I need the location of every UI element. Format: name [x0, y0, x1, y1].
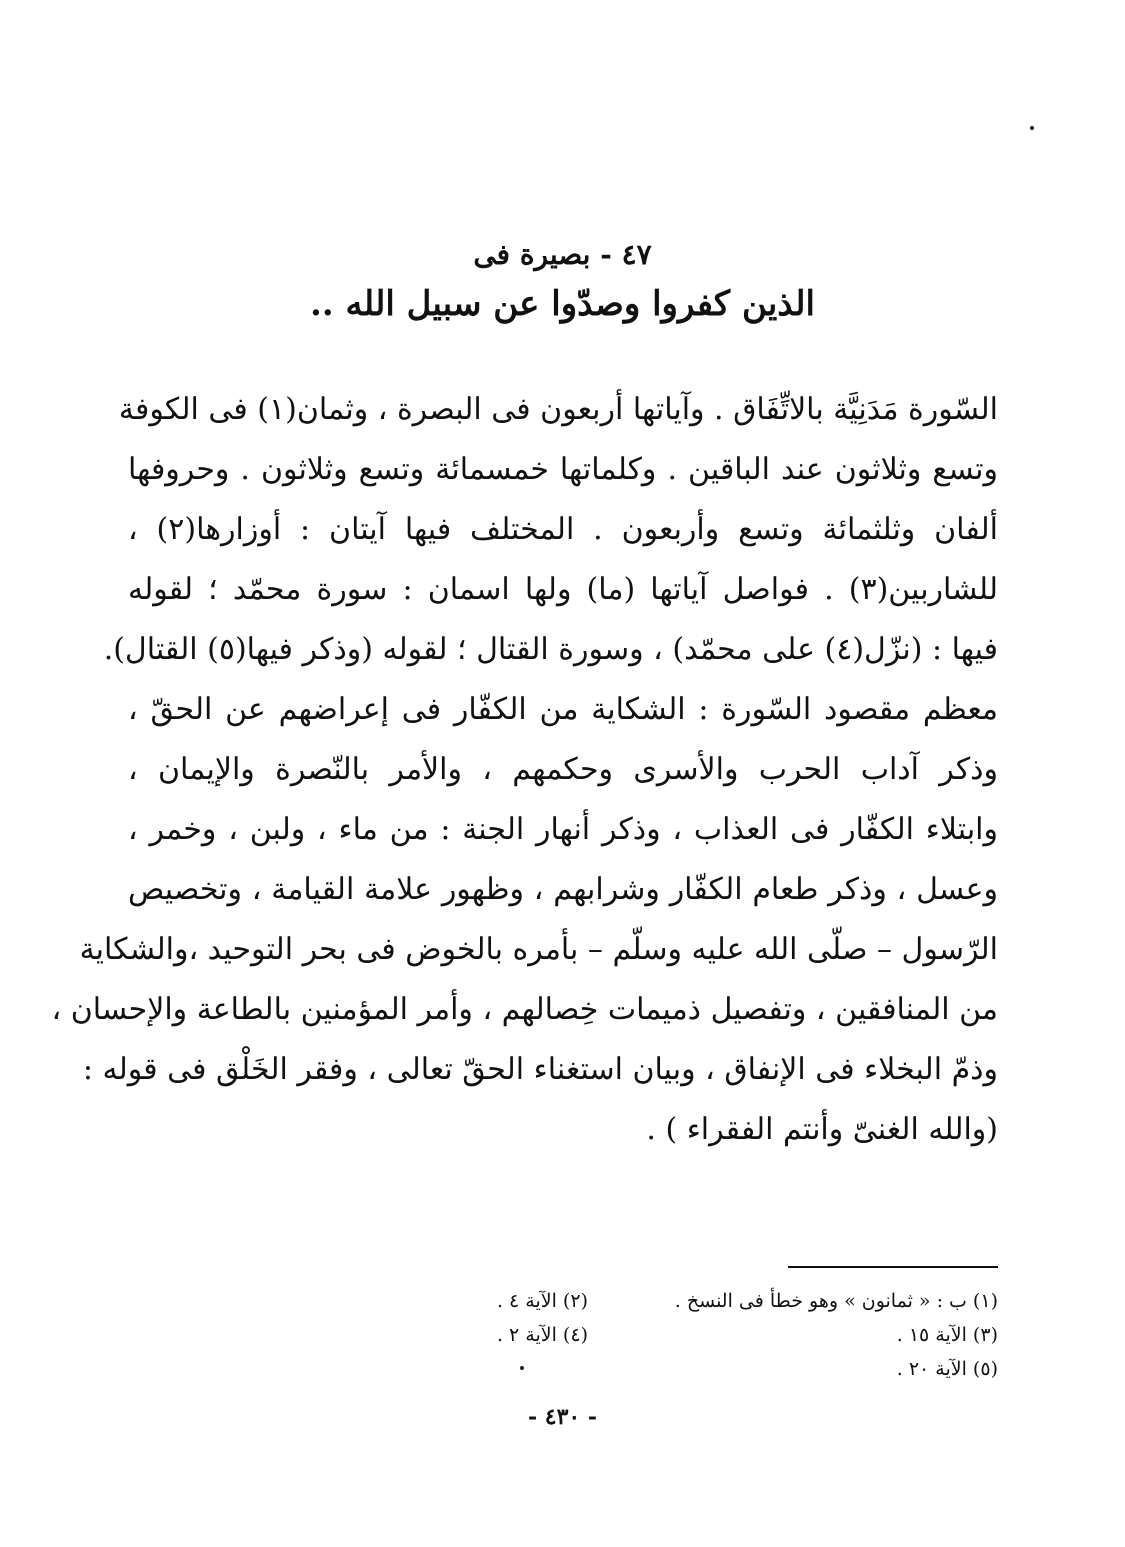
- text-line: معظم مقصود السّورة : الشكاية من الكفّار فى إعراضهم عن الحقّ ،: [128, 692, 998, 727]
- footnote-row: [398, 1318, 998, 1352]
- text-line: ألفان وثلثمائة وتسع وأربعون . المختلف فيها آيتان : أوزارها(٢) ،: [128, 512, 998, 547]
- scan-speck: [1030, 126, 1034, 130]
- footnote-row: [398, 1284, 998, 1318]
- footnote-3: (٣) الآية ١٥ .: [896, 1324, 998, 1346]
- text-line: وتسع وثلاثون عند الباقين . وكلماتها خمسمائة وتسع وثلاثون . وحروفها: [128, 452, 998, 487]
- chapter-title-heading: الذين كفروا وصدّوا عن سبيل الله ..: [310, 284, 815, 324]
- chapter-number-heading: ٤٧ - بصيرة فى: [473, 238, 652, 271]
- text-line: فيها : (نزّل(٤) على محمّد) ، وسورة القتال ؛ لقوله (وذكر فيها(٥) القتال).: [103, 632, 998, 667]
- footnote-divider: [788, 1266, 998, 1268]
- footnote-4: (٤) الآية ٢ .: [496, 1324, 588, 1346]
- text-line: من المنافقين ، وتفصيل ذميمات خِصالهم ، وأمر المؤمنين بالطاعة والإحسان ،: [51, 992, 998, 1027]
- footnotes: [398, 1284, 998, 1386]
- page-number: - ٤٣٠ -: [527, 1404, 598, 1430]
- footnote-2: (٢) الآية ٤ .: [496, 1290, 588, 1312]
- text-line: الرّسول – صلّى الله عليه وسلّم – بأمره بالخوض فى بحر التوحيد ،والشكاية: [79, 932, 998, 967]
- text-line: وذمّ البخلاء فى الإنفاق ، وبيان استغناء الحقّ تعالى ، وفقر الخَلْق فى قوله :: [82, 1052, 998, 1087]
- footnote-5: (٥) الآية ٢٠ .: [896, 1358, 998, 1380]
- text-line: وعسل ، وذكر طعام الكفّار وشرابهم ، وظهور علامة القيامة ، وتخصيص: [128, 872, 998, 907]
- text-line: السّورة مَدَنِيَّة بالاتِّفَاق . وآياتها أربعون فى البصرة ، وثمان(١) فى الكوفة: [118, 392, 998, 427]
- text-line: للشاربين(٣) . فواصل آياتها (ما) ولها اسمان : سورة محمّد ؛ لقوله: [128, 572, 998, 607]
- text-line: (والله الغنىّ وأنتم الفقراء ) .: [646, 1112, 998, 1147]
- footnote-row: [398, 1352, 998, 1386]
- text-line: وذكر آداب الحرب والأسرى وحكمهم ، والأمر بالنّصرة والإيمان ،: [128, 752, 998, 787]
- text-line: وابتلاء الكفّار فى العذاب ، وذكر أنهار الجنة : من ماء ، ولبن ، وخمر ،: [128, 812, 998, 847]
- scan-speck: [520, 1366, 524, 1370]
- body-text: [51, 380, 998, 1160]
- footnote-1: (١) ب : « ثمانون » وهو خطأ فى النسخ .: [674, 1290, 998, 1312]
